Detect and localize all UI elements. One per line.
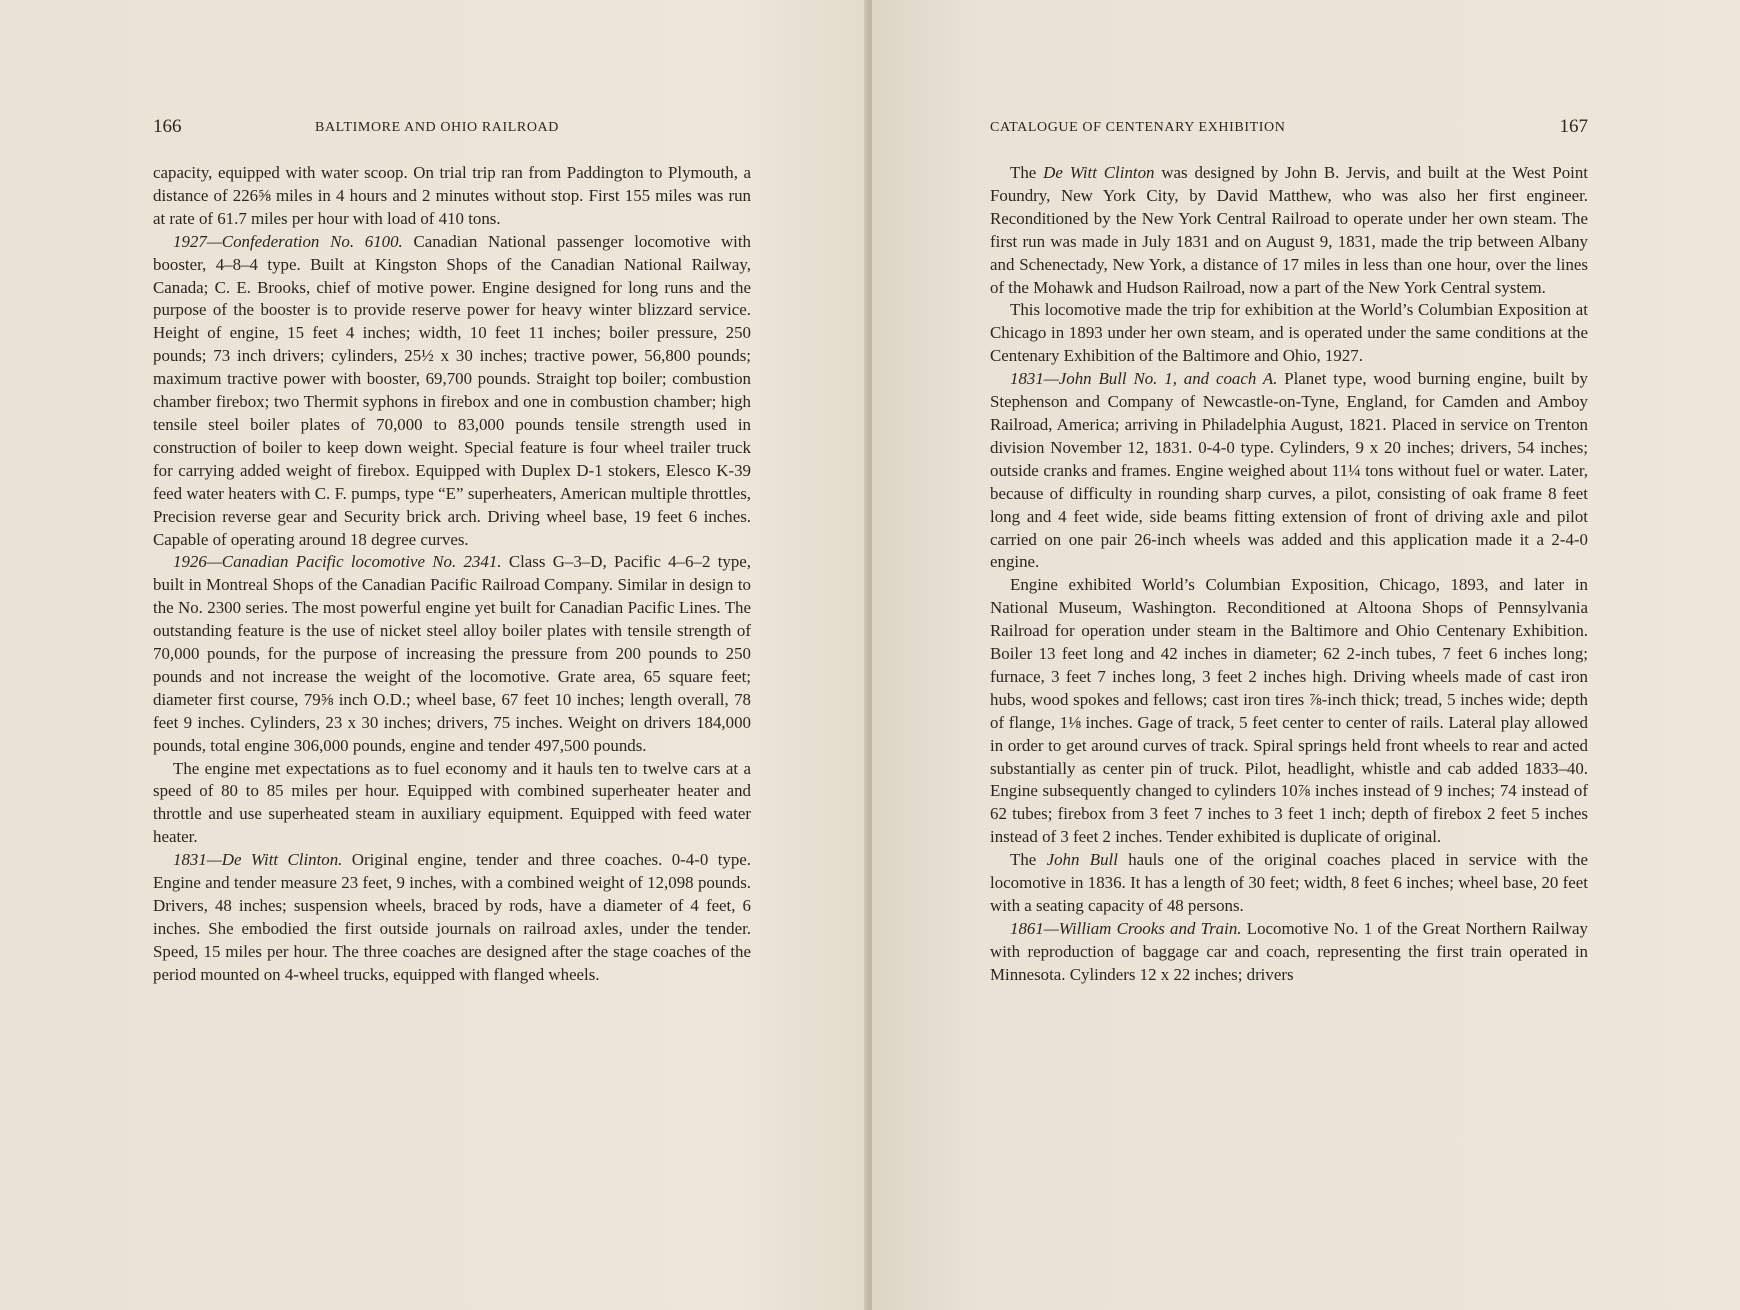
right-running-head [990,115,1588,139]
paragraph: capacity, equipped with water scoop. On trial trip ran from Paddington to Plymouth, a distance of 226⅝ miles in 4 hours and 2 minutes without stop. First 155 miles was run at rate of 61.7 miles per hour with load of 410 tons. [153,163,751,228]
entry-heading: De Witt Clinton [1043,163,1155,182]
entry-heading: 1861—William Crooks and Train. [1010,918,1242,938]
right-page [872,0,1740,1310]
paragraph: Engine exhibited World’s Columbian Exposition, Chicago, 1893, and later in National Museum, Washington. Reconditioned at Altoona Shops of Pennsylvania Railroad for operation under steam in the Baltimore and Ohio Centenary Exhibition. Boiler 13 feet long and 42 inches in diameter; 62 2-inch tubes, 7 feet 6 inches long; furnace, 3 feet 7 inches long, 3 feet 2 inches high. Driving wheels made of cast iron hubs, wood spokes and fellows; cast iron tires ⅞-inch thick; tread, 5 inches wide; depth of flange, 1⅛ inches. Gage of track, 5 feet center to center of rails. Lateral play allowed in order to get around curves of track. Spiral springs held front wheels to rear and acted substantially as center pin of truck. Pilot, headlight, whistle and cab added 1833–40. Engine subsequently changed to cylinders 10⅞ inches instead of 9 inches; 74 instead of 62 tubes; firebox from 3 feet 7 inches to 3 feet 1 inch; depth of firebox 2 feet 5 inches instead of 3 feet 2 inches. Tender exhibited is duplicate of original. [990,575,1588,847]
left-running-head [153,115,751,139]
running-title: BALTIMORE AND OHIO RAILROAD [315,120,559,135]
paragraph: The engine met expectations as to fuel economy and it hauls ten to twelve cars at a speed of 80 to 85 miles per hour. Equipped with combined superheater heater and throttle and use superheated steam in auxiliary equipment. Equipped with feed water heater. [153,758,751,847]
paragraph: This locomotive made the trip for exhibition at the World’s Columbian Exposition at Chicago in 1893 under her own steam, and is operated under the same conditions at the Centenary Exhibition of the Baltimore and Ohio, 1927. [990,300,1588,366]
paragraph: 1926—Canadian Pacific locomotive No. 2341. Class G–3–D, Pacific 4–6–2 type, built in Montreal Shops of the Canadian Pacific Railroad Company. Similar in design to the No. 2300 series. The most powerful engine yet built for Canadian Pacific Lines. The outstanding feature is the use of nicket steel alloy boiler plates with tensile strength of 70,000 pounds, for the purpose of increasing the pressure from 200 pounds to 250 pounds and not increase the weight of the locomotive. Grate area, 65 square feet; diameter first course, 79⅝ inch O.D.; wheel base, 67 feet 10 inches; length overall, 78 feet 9 inches. Cylinders, 23 x 30 inches; drivers, 75 inches. Weight on drivers 184,000 pounds, total engine 306,000 pounds, engine and tender 497,500 pounds. [153,552,751,755]
left-body-text [153,162,751,987]
paragraph: The John Bull hauls one of the original coaches placed in service with the locomotive in 1836. It has a length of 30 feet; width, 8 feet 6 inches; wheel base, 20 feet with a seating capacity of 48 persons. [990,850,1588,915]
left-page [0,0,868,1310]
paragraph: 1831—De Witt Clinton. Original engine, tender and three coaches. 0-4-0 type. Engine and tender measure 23 feet, 9 inches, with a combined weight of 12,098 pounds. Drivers, 48 inches; suspension wheels, braced by rods, have a diameter of 4 feet, 6 inches. She embodied the first outside journals on railroad axles, under the tender. Speed, 15 miles per hour. The three coaches are designed after the stage coaches of the period mounted on 4-wheel trucks, equipped with flanged wheels. [153,850,751,984]
entry-heading: 1927—Confederation No. 6100. [173,231,403,251]
paragraph: 1861—William Crooks and Train. Locomotive No. 1 of the Great Northern Railway with reproduction of baggage car and coach, representing the first train operated in Minnesota. Cylinders 12 x 22 inches; drivers [990,918,1589,984]
page-number: 166 [153,116,182,137]
right-body-text [990,162,1588,987]
running-title: CATALOGUE OF CENTENARY EXHIBITION [990,120,1286,135]
entry-heading: 1831—John Bull No. 1, and coach A. [1010,369,1278,389]
page-number: 167 [1559,116,1588,137]
entry-heading: John Bull [1046,850,1118,870]
paragraph: The De Witt Clinton was designed by John B. Jervis, and built at the West Point Foundry, New York City, by David Matthew, who was also her first engineer. Reconditioned by the New York Central Railroad to operate under her own steam. The first run was made in July 1831 and on August 9, 1831, made the trip between Albany and Schenectady, New York, a distance of 17 miles in less than one hour, over the lines of the Mohawk and Hudson Railroad, now a part of the New York Central system. [990,163,1589,297]
entry-heading: 1831—De Witt Clinton. [173,850,343,870]
entry-heading: 1926—Canadian Pacific locomotive No. 2341. [173,552,502,572]
paragraph: 1927—Confederation No. 6100. Canadian National passenger locomotive with booster, 4–8–4 type. Built at Kingston Shops of the Canadian National Railway, Canada; C. E. Brooks, chief of motive power. Engine designed for long runs and the purpose of the booster is to provide reserve power for heavy winter blizzard service. Height of engine, 15 feet 4 inches; width, 10 feet 11 inches; boiler pressure, 250 pounds; 73 inch drivers; cylinders, 25½ x 30 inches; tractive power, 56,800 pounds; maximum tractive power with booster, 69,700 pounds. Straight top boiler; combustion chamber firebox; two Thermit syphons in firebox and one in combustion chamber; high tensile steel boiler plates of 70,000 to 83,000 pounds tensile strength used in construction of boiler to keep down weight. Special feature is four wheel trailer truck for carrying added weight of firebox. Equipped with Duplex D-1 stokers, Elesco K-39 feed water heaters with C. F. pumps, type “E” superheaters, American multiple throttles, Precision reverse gear and Security brick arch. Driving wheel base, 19 feet 6 inches. Capable of operating around 18 degree curves. [153,231,751,549]
paragraph: 1831—John Bull No. 1, and coach A. Planet type, wood burning engine, built by Stephenson and Company of Newcastle-on-Tyne, England, for Camden and Amboy Railroad, America; arriving in Philadelphia August, 1821. Placed in service on Trenton division November 12, 1831. 0-4-0 type. Cylinders, 9 x 20 inches; drivers, 54 inches; outside cranks and frames. Engine weighed about 11¼ tons without fuel or water. Later, because of difficulty in rounding sharp curves, a pilot, consisting of oak frame 8 feet long and 4 feet wide, side beams fitting extension of front of driving axle and pilot carried on one pair 26-inch wheels was added and this application made it a 2-4-0 engine. [990,369,1589,572]
